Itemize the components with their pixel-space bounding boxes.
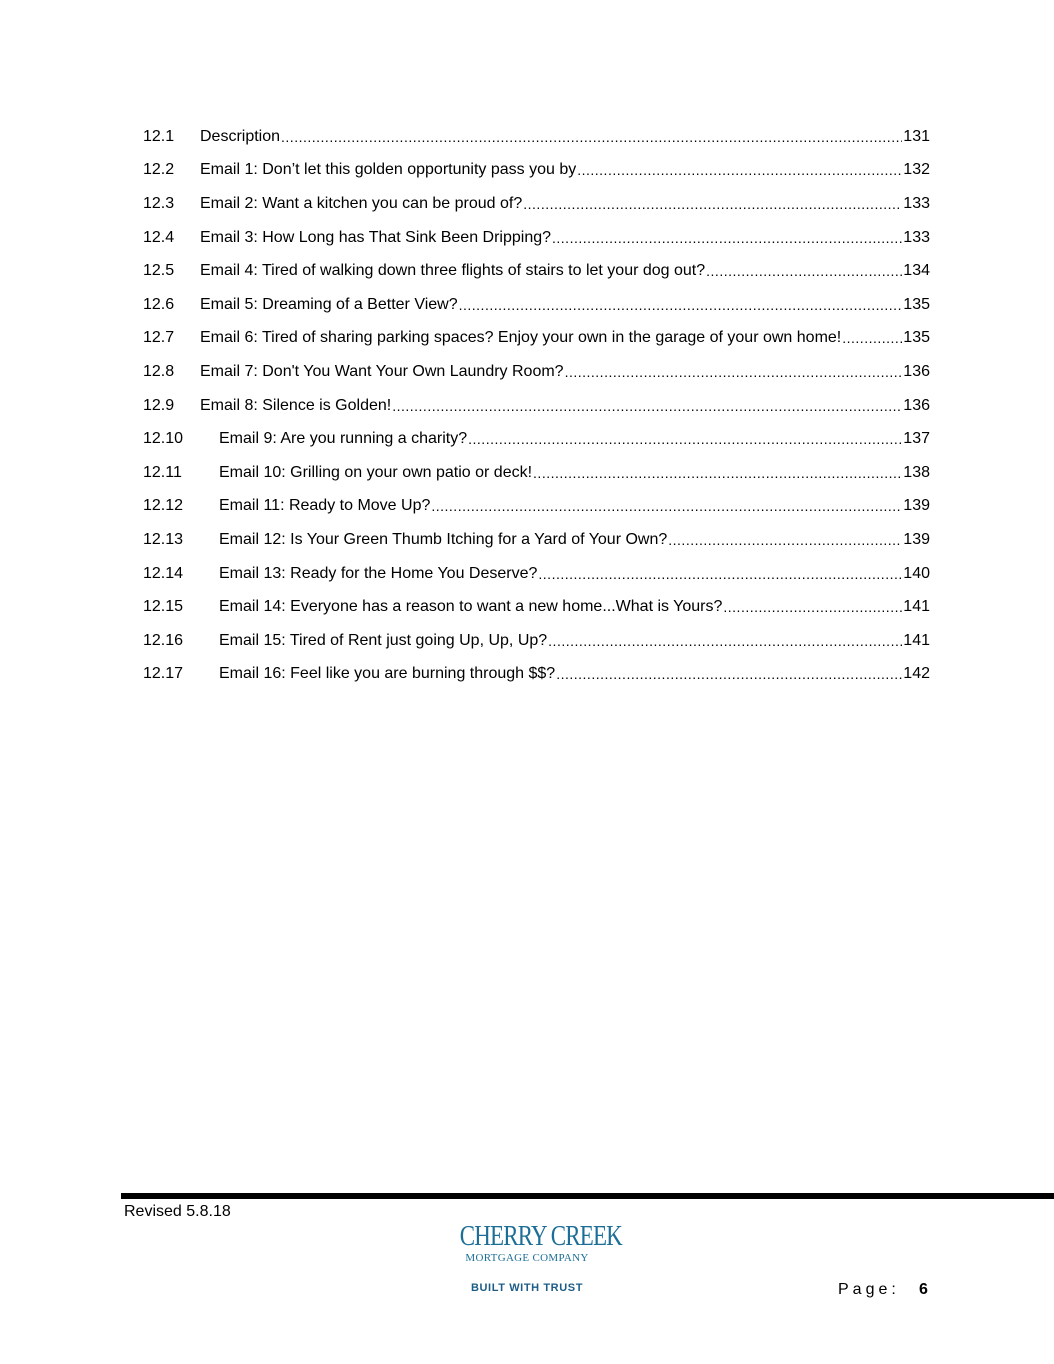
toc-dot-leader <box>556 665 902 683</box>
toc-entry-number: 12.16 <box>143 631 184 649</box>
toc-entry[interactable] <box>143 389 930 423</box>
toc-entry-number: 12.12 <box>143 497 184 515</box>
toc-entry-page[interactable]: 132 <box>903 161 930 179</box>
toc-entry[interactable] <box>143 523 930 557</box>
toc-entry-number: 12.17 <box>143 665 184 683</box>
toc-dot-leader <box>392 397 902 415</box>
toc-dot-leader <box>552 229 902 247</box>
toc-entry-number: 12.5 <box>143 262 175 280</box>
logo-tagline: BUILT WITH TRUST <box>470 1282 584 1294</box>
toc-entry-title[interactable]: Email 16: Feel like you are burning through $$? <box>219 665 556 683</box>
toc-entry-page[interactable]: 136 <box>903 362 930 380</box>
toc-entry-number: 12.13 <box>143 530 184 548</box>
toc-entry[interactable] <box>143 288 930 322</box>
toc-entry-page[interactable]: 141 <box>903 631 930 649</box>
toc-entry[interactable] <box>143 120 930 154</box>
toc-entry-title[interactable]: Email 8: Silence is Golden! <box>200 396 392 414</box>
toc-entry-title[interactable]: Email 4: Tired of walking down three flights of stairs to let your dog out? <box>200 262 706 280</box>
toc-entry[interactable] <box>143 355 930 389</box>
toc-entry[interactable] <box>143 557 930 591</box>
toc-entry[interactable] <box>143 221 930 255</box>
toc-entry[interactable] <box>143 658 930 692</box>
toc-entry-number: 12.10 <box>143 430 184 448</box>
toc-entry[interactable] <box>143 422 930 456</box>
toc-entry[interactable] <box>143 154 930 188</box>
toc-dot-leader <box>565 363 903 381</box>
toc-dot-leader <box>533 464 902 482</box>
toc-entry-title[interactable]: Email 2: Want a kitchen you can be proud of? <box>200 194 523 212</box>
toc-entry-number: 12.1 <box>143 127 175 145</box>
toc-entry-title[interactable]: Email 9: Are you running a charity? <box>219 430 468 448</box>
toc-dot-leader <box>459 296 903 314</box>
toc-entry[interactable] <box>143 187 930 221</box>
toc-entry[interactable] <box>143 490 930 524</box>
toc-entry-title[interactable]: Email 13: Ready for the Home You Deserve? <box>219 564 538 582</box>
toc-entry-number: 12.4 <box>143 228 175 246</box>
toc-entry-title[interactable]: Email 7: Don't You Want Your Own Laundry Room? <box>200 362 564 380</box>
toc-entry-title[interactable]: Description <box>200 127 281 145</box>
toc-dot-leader <box>577 161 902 179</box>
toc-dot-leader <box>706 262 902 280</box>
toc-entry-page[interactable]: 136 <box>903 396 930 414</box>
logo-subtitle: MORTGAGE COMPANY <box>465 1252 589 1264</box>
company-logo <box>445 1221 622 1294</box>
toc-entry-number: 12.14 <box>143 564 184 582</box>
toc-dot-leader <box>723 598 902 616</box>
toc-entry-number: 12.15 <box>143 598 184 616</box>
toc-dot-leader <box>468 430 902 448</box>
toc-entry-title[interactable]: Email 6: Tired of sharing parking spaces? Enjoy your own in the garage of your own home! <box>200 329 842 347</box>
toc-entry-number: 12.8 <box>143 362 175 380</box>
toc-dot-leader <box>548 632 902 650</box>
toc-entry-title[interactable]: Email 12: Is Your Green Thumb Itching for a Yard of Your Own? <box>219 530 668 548</box>
toc-entry-number: 12.7 <box>143 329 175 347</box>
toc-entry-number: 12.2 <box>143 161 175 179</box>
toc-entry-page[interactable]: 131 <box>903 127 930 145</box>
toc-entry-title[interactable]: Email 15: Tired of Rent just going Up, Up, Up? <box>219 631 548 649</box>
toc-entry-number: 12.9 <box>143 396 175 414</box>
toc-entry-number: 12.11 <box>143 463 182 481</box>
toc-entry[interactable] <box>143 254 930 288</box>
revision-date: Revised 5.8.18 <box>124 1203 231 1220</box>
toc-entry-page[interactable]: 139 <box>903 530 930 548</box>
toc-entry-page[interactable]: 142 <box>903 665 930 683</box>
toc-entry-page[interactable]: 138 <box>903 463 930 481</box>
page-number: 6 <box>919 1281 928 1298</box>
toc-dot-leader <box>431 497 902 515</box>
toc-entry-page[interactable]: 141 <box>903 598 930 616</box>
toc-dot-leader <box>281 128 902 146</box>
toc-dot-leader <box>842 329 902 347</box>
toc-dot-leader <box>538 565 902 583</box>
toc-entry-number: 12.3 <box>143 194 175 212</box>
toc-entry[interactable] <box>143 590 930 624</box>
table-of-contents <box>143 120 930 691</box>
toc-entry-page[interactable]: 137 <box>903 430 930 448</box>
toc-entry-page[interactable]: 139 <box>903 497 930 515</box>
toc-entry[interactable] <box>143 624 930 658</box>
toc-entry-title[interactable]: Email 5: Dreaming of a Better View? <box>200 295 458 313</box>
toc-entry-number: 12.6 <box>143 295 175 313</box>
toc-entry-page[interactable]: 135 <box>903 329 930 347</box>
toc-entry-title[interactable]: Email 14: Everyone has a reason to want a new home...What is Yours? <box>219 598 723 616</box>
footer-divider <box>121 1193 1054 1199</box>
toc-entry-page[interactable]: 133 <box>903 194 930 212</box>
toc-entry[interactable] <box>143 322 930 356</box>
logo-wordmark: CHERRY CREEK <box>459 1221 622 1252</box>
toc-dot-leader <box>523 195 902 213</box>
toc-entry-title[interactable]: Email 1: Don’t let this golden opportunity pass you by <box>200 161 577 179</box>
toc-entry-page[interactable]: 135 <box>903 295 930 313</box>
page-label: Page: <box>838 1281 900 1298</box>
toc-entry-page[interactable]: 133 <box>903 228 930 246</box>
toc-entry[interactable] <box>143 456 930 490</box>
toc-dot-leader <box>668 531 902 549</box>
toc-entry-page[interactable]: 140 <box>903 564 930 582</box>
toc-entry-title[interactable]: Email 3: How Long has That Sink Been Dripping? <box>200 228 552 246</box>
toc-entry-title[interactable]: Email 10: Grilling on your own patio or deck! <box>219 463 533 481</box>
toc-entry-page[interactable]: 134 <box>903 262 930 280</box>
toc-entry-title[interactable]: Email 11: Ready to Move Up? <box>219 497 431 515</box>
